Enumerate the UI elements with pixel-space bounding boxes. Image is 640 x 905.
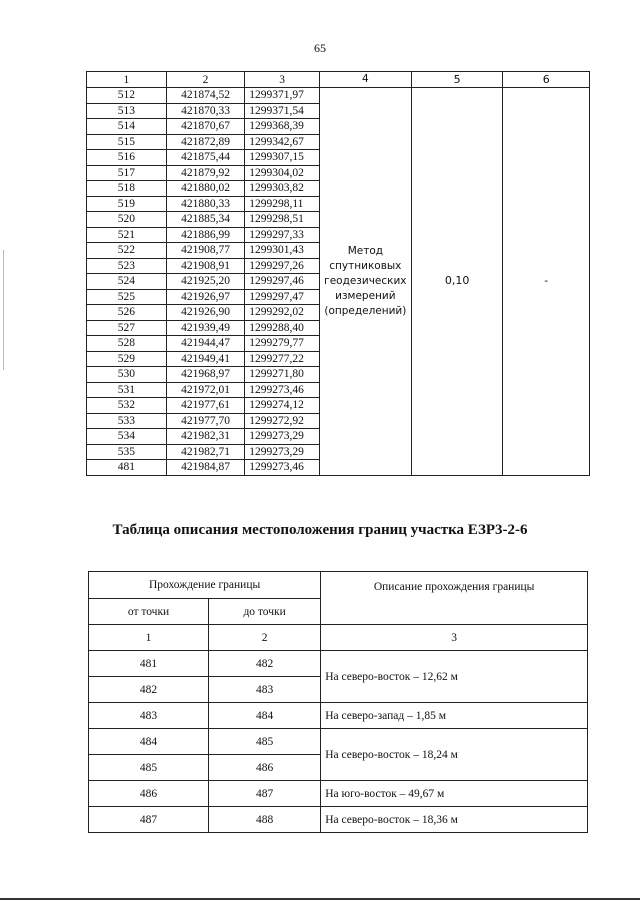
header-to-point: до точки (209, 599, 321, 625)
boundary-description-table (88, 571, 588, 833)
coordinates-header-row (87, 72, 590, 88)
point-number-cell: 481 (87, 460, 167, 476)
x-coordinate-cell: 421885,34 (166, 212, 244, 228)
measurement-method-cell: Метод спутниковых геодезических измерений (определений) (319, 88, 411, 476)
boundary-description: На северо-запад – 1,85 м (321, 703, 588, 729)
header-description: Описание прохождения границы (321, 572, 588, 625)
point-number-cell: 529 (87, 351, 167, 367)
y-coordinate-cell: 1299277,22 (245, 351, 320, 367)
boundary-description: На северо-восток – 18,24 м (321, 729, 588, 781)
point-number-cell: 515 (87, 134, 167, 150)
x-coordinate-cell: 421886,99 (166, 227, 244, 243)
from-point: 484 (89, 729, 209, 755)
y-coordinate-cell: 1299304,02 (245, 165, 320, 181)
point-number-cell: 528 (87, 336, 167, 352)
x-coordinate-cell: 421925,20 (166, 274, 244, 290)
from-point: 482 (89, 677, 209, 703)
x-coordinate-cell: 421926,97 (166, 289, 244, 305)
x-coordinate-cell: 421944,47 (166, 336, 244, 352)
y-coordinate-cell: 1299274,12 (245, 398, 320, 414)
point-number-cell: 513 (87, 103, 167, 119)
to-point: 484 (209, 703, 321, 729)
from-point: 483 (89, 703, 209, 729)
point-number-cell: 521 (87, 227, 167, 243)
x-coordinate-cell: 421984,87 (166, 460, 244, 476)
y-coordinate-cell: 1299297,47 (245, 289, 320, 305)
y-coordinate-cell: 1299297,26 (245, 258, 320, 274)
x-coordinate-cell: 421908,91 (166, 258, 244, 274)
x-coordinate-cell: 421972,01 (166, 382, 244, 398)
x-coordinate-cell: 421880,33 (166, 196, 244, 212)
header-cell-2: 2 (166, 72, 244, 88)
column-number-3: 3 (321, 625, 588, 651)
point-number-cell: 514 (87, 119, 167, 135)
x-coordinate-cell: 421968,97 (166, 367, 244, 383)
table-row (87, 88, 590, 104)
y-coordinate-cell: 1299288,40 (245, 320, 320, 336)
point-number-cell: 533 (87, 413, 167, 429)
y-coordinate-cell: 1299301,43 (245, 243, 320, 259)
point-number-cell: 518 (87, 181, 167, 197)
point-number-cell: 523 (87, 258, 167, 274)
y-coordinate-cell: 1299371,97 (245, 88, 320, 104)
boundary-header-row (89, 572, 588, 599)
y-coordinate-cell: 1299273,29 (245, 429, 320, 445)
y-coordinate-cell: 1299298,11 (245, 196, 320, 212)
to-point: 483 (209, 677, 321, 703)
x-coordinate-cell: 421949,41 (166, 351, 244, 367)
header-cell-6: 6 (503, 72, 590, 88)
point-number-cell: 527 (87, 320, 167, 336)
point-number-cell: 512 (87, 88, 167, 104)
y-coordinate-cell: 1299279,77 (245, 336, 320, 352)
x-coordinate-cell: 421926,90 (166, 305, 244, 321)
y-coordinate-cell: 1299292,02 (245, 305, 320, 321)
table-row (89, 703, 588, 729)
boundary-numbers-row (89, 625, 588, 651)
x-coordinate-cell: 421870,67 (166, 119, 244, 135)
x-coordinate-cell: 421875,44 (166, 150, 244, 166)
y-coordinate-cell: 1299298,51 (245, 212, 320, 228)
table-row (89, 729, 588, 755)
scan-edge-mark (3, 250, 4, 370)
y-coordinate-cell: 1299307,15 (245, 150, 320, 166)
note-cell: - (503, 88, 590, 476)
to-point: 485 (209, 729, 321, 755)
y-coordinate-cell: 1299273,29 (245, 444, 320, 460)
point-number-cell: 522 (87, 243, 167, 259)
point-number-cell: 525 (87, 289, 167, 305)
to-point: 488 (209, 807, 321, 833)
point-number-cell: 524 (87, 274, 167, 290)
section-title: Таблица описания местоположения границ участка ЕЗР3-2-6 (112, 522, 528, 538)
boundary-description: На северо-восток – 18,36 м (321, 807, 588, 833)
header-passage: Прохождение границы (89, 572, 321, 599)
y-coordinate-cell: 1299273,46 (245, 460, 320, 476)
table-row (89, 781, 588, 807)
point-number-cell: 534 (87, 429, 167, 445)
header-cell-3: 3 (245, 72, 320, 88)
point-number-cell: 517 (87, 165, 167, 181)
point-number-cell: 530 (87, 367, 167, 383)
from-point: 481 (89, 651, 209, 677)
y-coordinate-cell: 1299271,80 (245, 367, 320, 383)
x-coordinate-cell: 421908,77 (166, 243, 244, 259)
x-coordinate-cell: 421939,49 (166, 320, 244, 336)
point-number-cell: 516 (87, 150, 167, 166)
boundary-description: На северо-восток – 12,62 м (321, 651, 588, 703)
x-coordinate-cell: 421879,92 (166, 165, 244, 181)
y-coordinate-cell: 1299297,33 (245, 227, 320, 243)
x-coordinate-cell: 421982,71 (166, 444, 244, 460)
to-point: 486 (209, 755, 321, 781)
x-coordinate-cell: 421982,31 (166, 429, 244, 445)
from-point: 485 (89, 755, 209, 781)
point-number-cell: 535 (87, 444, 167, 460)
header-cell-5: 5 (411, 72, 503, 88)
to-point: 487 (209, 781, 321, 807)
page-bottom-border (0, 898, 640, 900)
x-coordinate-cell: 421874,52 (166, 88, 244, 104)
point-number-cell: 532 (87, 398, 167, 414)
y-coordinate-cell: 1299273,46 (245, 382, 320, 398)
y-coordinate-cell: 1299371,54 (245, 103, 320, 119)
x-coordinate-cell: 421880,02 (166, 181, 244, 197)
coordinates-table (86, 71, 590, 476)
table-row (89, 651, 588, 677)
point-number-cell: 526 (87, 305, 167, 321)
table-row (89, 807, 588, 833)
column-number-1: 1 (89, 625, 209, 651)
x-coordinate-cell: 421870,33 (166, 103, 244, 119)
y-coordinate-cell: 1299272,92 (245, 413, 320, 429)
y-coordinate-cell: 1299297,46 (245, 274, 320, 290)
to-point: 482 (209, 651, 321, 677)
point-number-cell: 519 (87, 196, 167, 212)
header-from-point: от точки (89, 599, 209, 625)
from-point: 487 (89, 807, 209, 833)
y-coordinate-cell: 1299368,39 (245, 119, 320, 135)
boundary-description: На юго-восток – 49,67 м (321, 781, 588, 807)
column-number-2: 2 (209, 625, 321, 651)
page-number: 65 (314, 41, 326, 55)
y-coordinate-cell: 1299303,82 (245, 181, 320, 197)
header-cell-4: 4 (319, 72, 411, 88)
x-coordinate-cell: 421977,70 (166, 413, 244, 429)
header-cell-1: 1 (87, 72, 167, 88)
x-coordinate-cell: 421872,89 (166, 134, 244, 150)
accuracy-cell: 0,10 (411, 88, 503, 476)
x-coordinate-cell: 421977,61 (166, 398, 244, 414)
point-number-cell: 531 (87, 382, 167, 398)
point-number-cell: 520 (87, 212, 167, 228)
y-coordinate-cell: 1299342,67 (245, 134, 320, 150)
from-point: 486 (89, 781, 209, 807)
